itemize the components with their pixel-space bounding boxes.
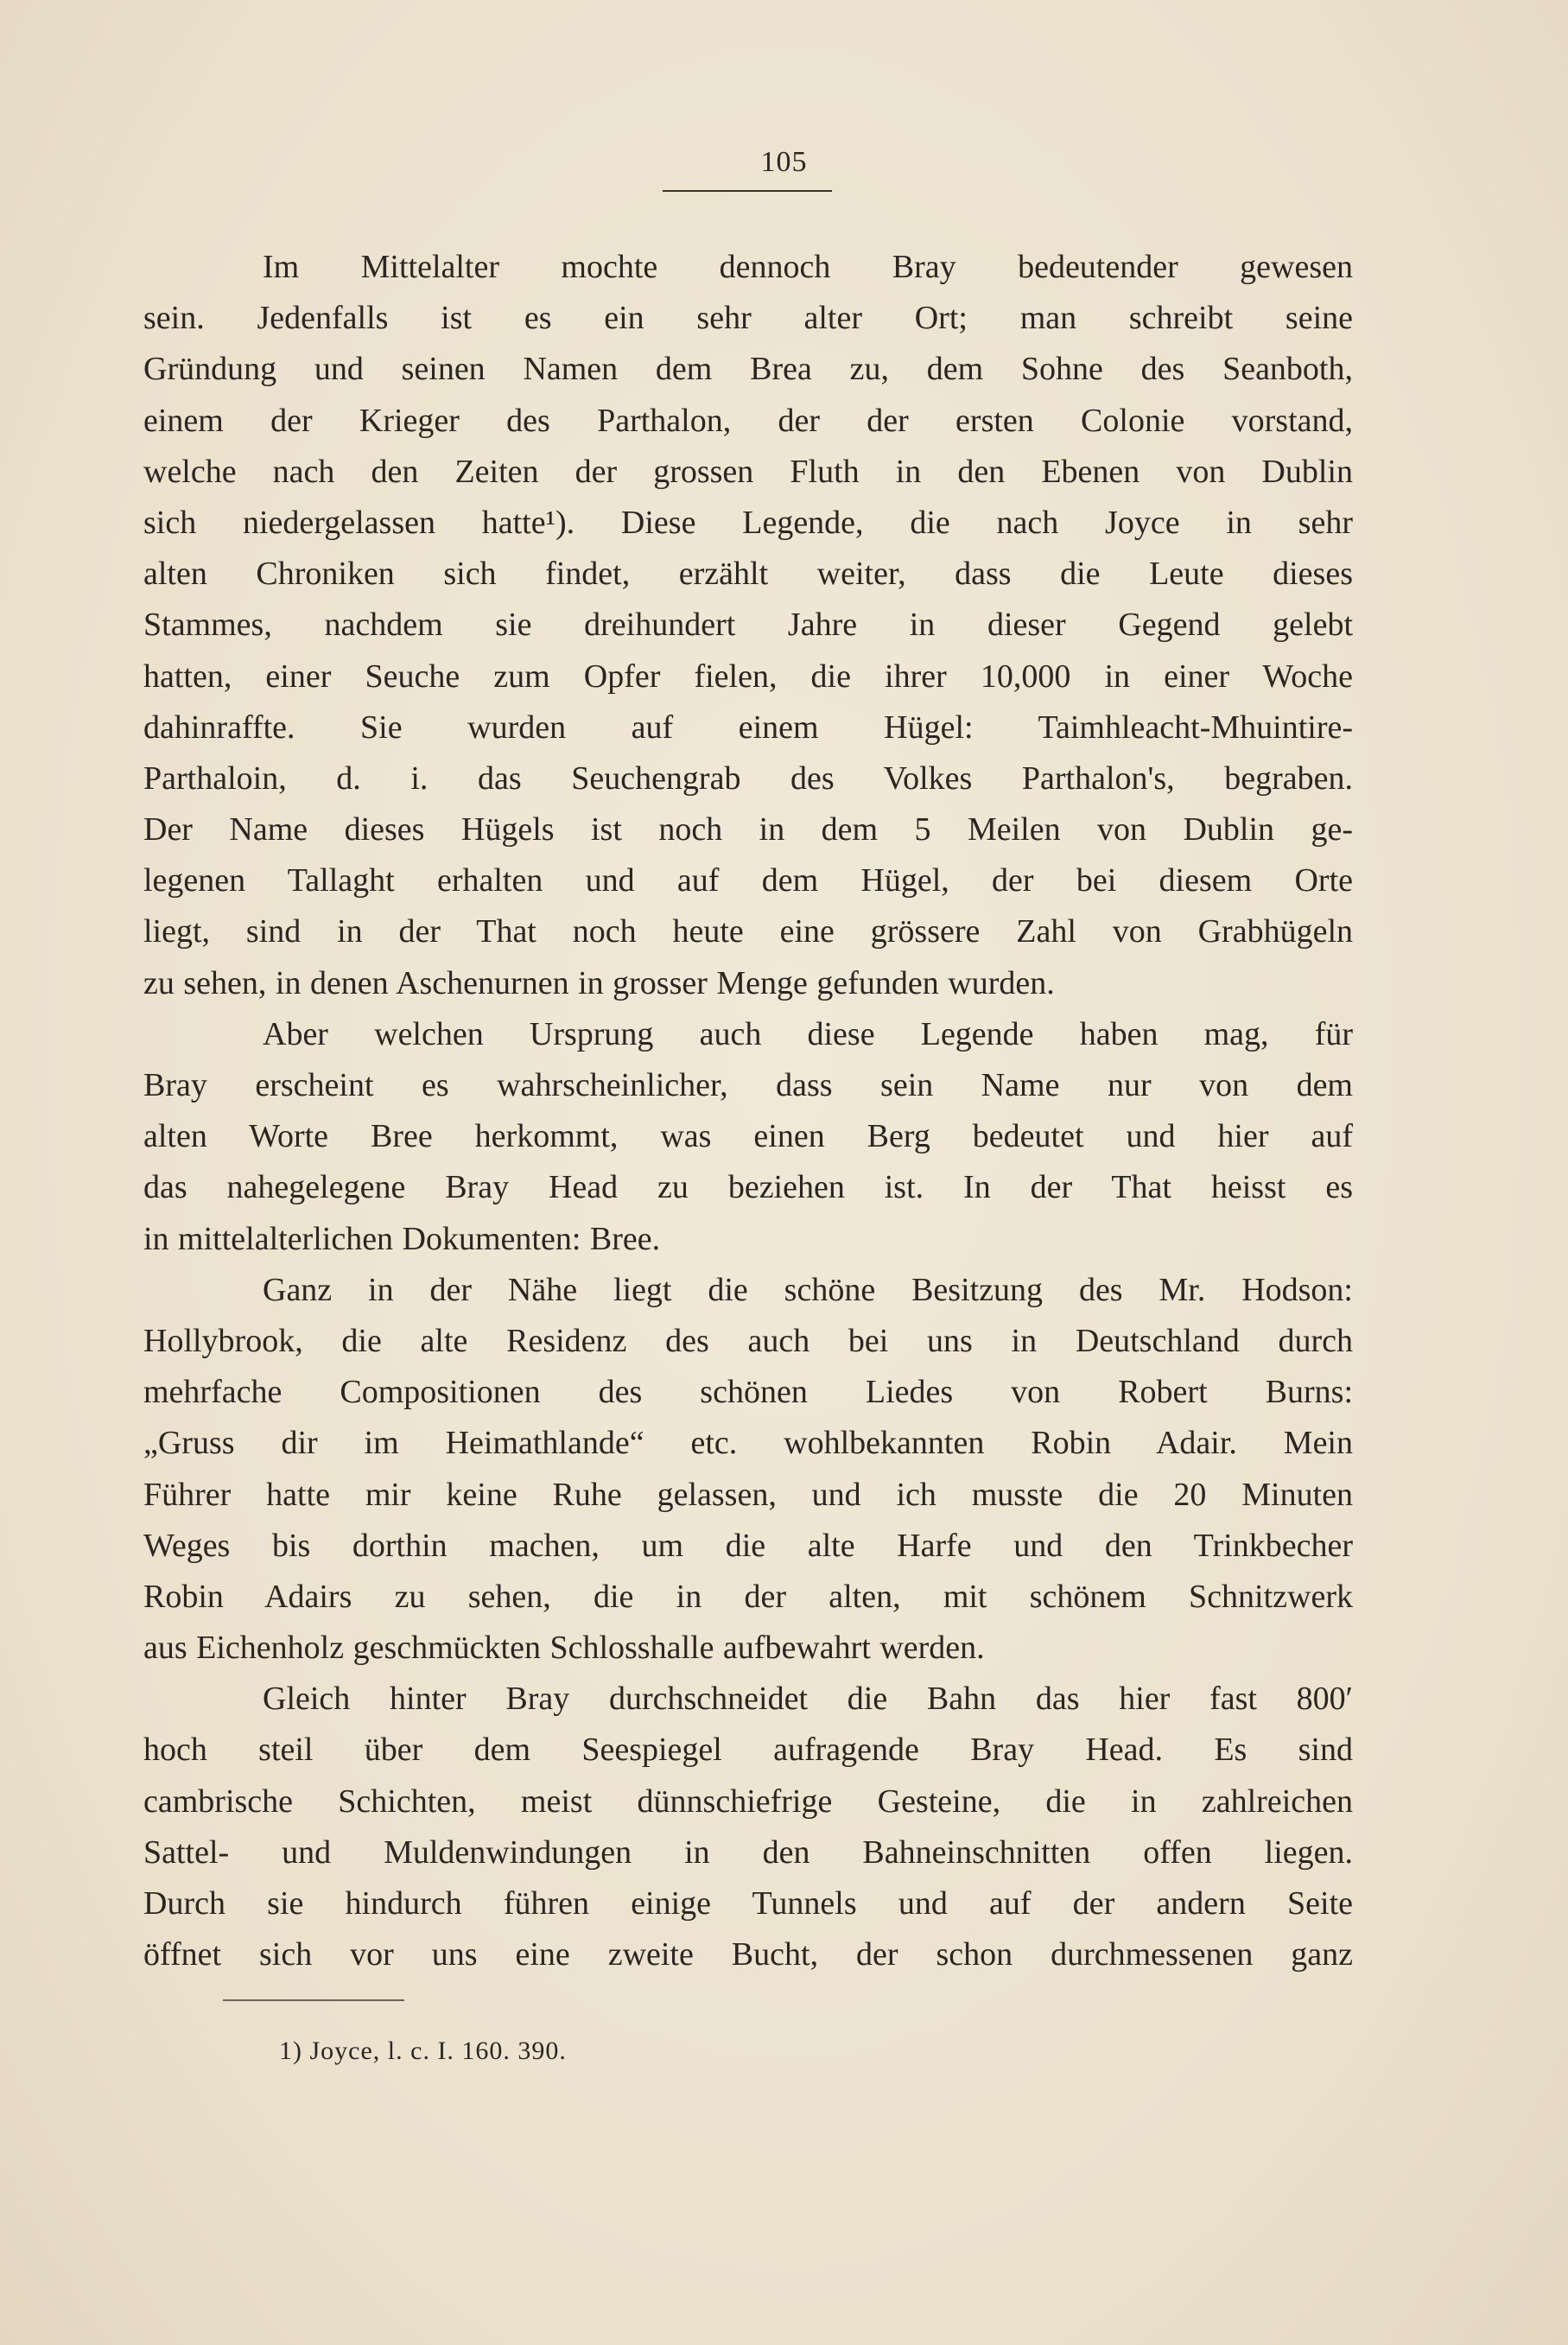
text-line: liegt, sind in der That noch heute eine grössere Zahl von Grabhügeln — [143, 913, 1353, 950]
text-line: zu sehen, in denen Aschenurnen in grosser Menge gefunden wurden. — [143, 964, 1055, 1001]
text-line: das nahegelegene Bray Head zu beziehen ist. In der That heisst es — [143, 1169, 1353, 1206]
text-line: cambrische Schichten, meist dünnschiefrige Gesteine, die in zahlreichen — [143, 1783, 1353, 1820]
text-line: aus Eichenholz geschmückten Schlosshalle aufbewahrt werden. — [143, 1630, 985, 1667]
text-line: Der Name dieses Hügels ist noch in dem 5 Meilen von Dublin ge- — [143, 811, 1353, 848]
text-line: Aber welchen Ursprung auch diese Legende haben mag, für — [263, 1015, 1353, 1052]
text-line: „Gruss dir im Heimathlande“ etc. wohlbekannten Robin Adair. Mein — [143, 1425, 1353, 1462]
text-line: Robin Adairs zu sehen, die in der alten, mit schönem Schnitzwerk — [143, 1578, 1353, 1615]
text-line: öffnet sich vor uns eine zweite Bucht, der schon durchmessenen ganz — [143, 1936, 1353, 1973]
text-line: legenen Tallaght erhalten und auf dem Hügel, der bei diesem Orte — [143, 862, 1353, 899]
text-line: Hollybrook, die alte Residenz des auch bei uns in Deutschland durch — [143, 1322, 1353, 1359]
text-line: Führer hatte mir keine Ruhe gelassen, und ich musste die 20 Minuten — [143, 1476, 1353, 1513]
text-line: Gleich hinter Bray durchschneidet die Bahn das hier fast 800′ — [263, 1681, 1353, 1718]
text-line: Stammes, nachdem sie dreihundert Jahre in dieser Gegend gelebt — [143, 607, 1353, 644]
footnote: 1) Joyce, l. c. I. 160. 390. — [279, 2037, 567, 2065]
footnote-rule — [223, 1999, 404, 2001]
body-text — [143, 242, 1353, 1980]
text-line: hoch steil über dem Seespiegel aufragende Bray Head. Es sind — [143, 1732, 1353, 1769]
text-line: alten Worte Bree herkommt, was einen Berg bedeutet und hier auf — [143, 1118, 1353, 1155]
text-line: in mittelalterlichen Dokumenten: Bree. — [143, 1220, 661, 1257]
header-rule — [663, 190, 832, 192]
text-line: alten Chroniken sich findet, erzählt weiter, dass die Leute dieses — [143, 556, 1353, 593]
text-line: Ganz in der Nähe liegt die schöne Besitzung des Mr. Hodson: — [263, 1271, 1353, 1308]
text-line: Weges bis dorthin machen, um die alte Harfe und den Trinkbecher — [143, 1527, 1353, 1564]
text-line: Durch sie hindurch führen einige Tunnels und auf der andern Seite — [143, 1885, 1353, 1922]
text-line: Bray erscheint es wahrscheinlicher, dass sein Name nur von dem — [143, 1067, 1353, 1103]
text-line: einem der Krieger des Parthalon, der der ersten Colonie vorstand, — [143, 402, 1353, 439]
text-line: welche nach den Zeiten der grossen Fluth in den Ebenen von Dublin — [143, 453, 1353, 490]
text-line: Gründung und seinen Namen dem Brea zu, dem Sohne des Seanboth, — [143, 351, 1353, 388]
text-line: mehrfache Compositionen des schönen Liedes von Robert Burns: — [143, 1374, 1353, 1411]
text-line: Sattel- und Muldenwindungen in den Bahneinschnitten offen liegen. — [143, 1833, 1353, 1871]
text-line: sein. Jedenfalls ist es ein sehr alter Ort; man schreibt seine — [143, 300, 1353, 337]
text-line: Parthaloin, d. i. das Seuchengrab des Volkes Parthalon's, begraben. — [143, 759, 1353, 797]
page-number: 105 — [760, 146, 808, 178]
text-line: hatten, einer Seuche zum Opfer fielen, die ihrer 10,000 in einer Woche — [143, 658, 1353, 695]
text-line: sich niedergelassen hatte¹). Diese Legende, die nach Joyce in sehr — [143, 504, 1353, 541]
text-line: dahinraffte. Sie wurden auf einem Hügel: Taimhleacht-Mhuintire- — [143, 709, 1353, 746]
text-line: Im Mittelalter mochte dennoch Bray bedeutender gewesen — [263, 249, 1353, 285]
